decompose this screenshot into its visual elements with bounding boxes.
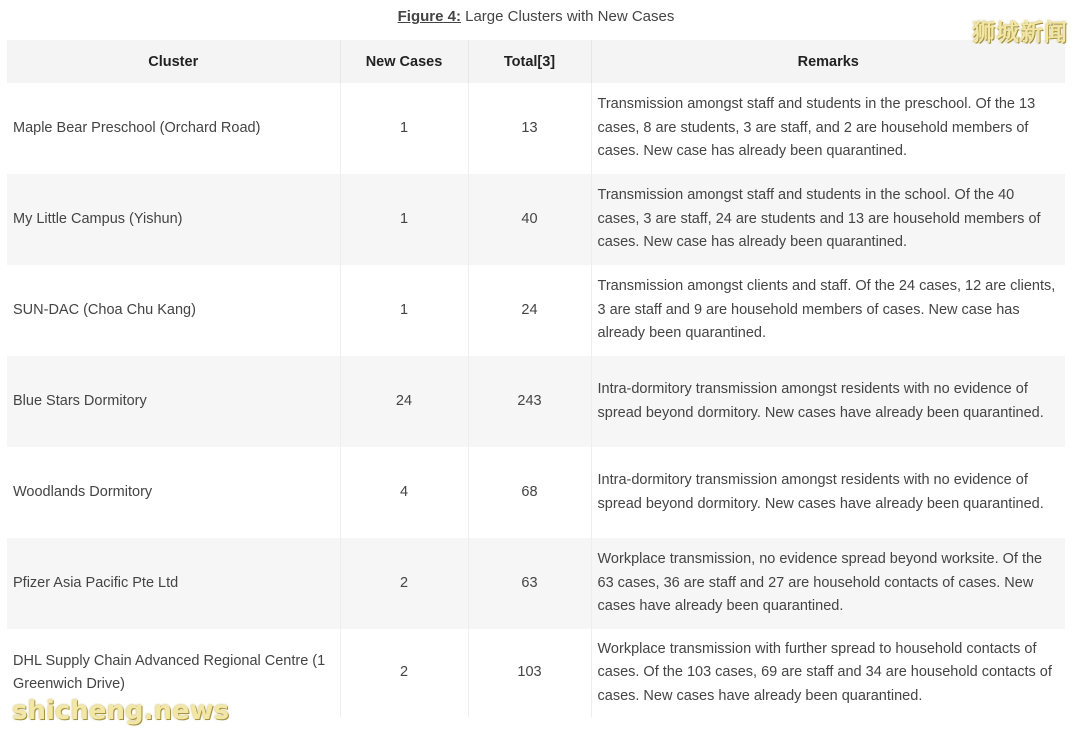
remarks-text: Intra-dormitory transmission amongst residents with no evidence of spread beyond dormitory. New cases have already been quarantined. xyxy=(591,356,1065,447)
header-new-cases: New Cases xyxy=(340,40,468,83)
new-cases-value: 1 xyxy=(340,265,468,356)
new-cases-value: 4 xyxy=(340,447,468,538)
remarks-text: Workplace transmission, no evidence spread beyond worksite. Of the 63 cases, 36 are staff and 27 are household contacts of cases. New cases have already been quarantined. xyxy=(591,538,1065,629)
remarks-text: Transmission amongst staff and students in the preschool. Of the 13 cases, 8 are students, 3 are staff, and 2 are household members of cases. New case has already been quarantined. xyxy=(591,83,1065,174)
watermark-logo-bottom: shicheng.news xyxy=(12,696,230,726)
cluster-name: Pfizer Asia Pacific Pte Ltd xyxy=(7,538,340,629)
table-row xyxy=(7,83,1065,174)
new-cases-value: 1 xyxy=(340,83,468,174)
cluster-name: DHL Supply Chain Advanced Regional Centre (1 Greenwich Drive) xyxy=(7,629,340,717)
total-value: 24 xyxy=(468,265,591,356)
total-value: 103 xyxy=(468,629,591,717)
remarks-text: Transmission amongst clients and staff. Of the 24 cases, 12 are clients, 3 are staff and 9 are household members of cases. New case has already been quarantined. xyxy=(591,265,1065,356)
cluster-name: My Little Campus (Yishun) xyxy=(7,174,340,265)
new-cases-value: 2 xyxy=(340,538,468,629)
cluster-name: SUN-DAC (Choa Chu Kang) xyxy=(7,265,340,356)
cluster-name: Woodlands Dormitory xyxy=(7,447,340,538)
watermark-logo-top: 狮城新闻 xyxy=(972,20,1068,46)
remarks-text: Workplace transmission with further spread to household contacts of cases. Of the 103 cases, 69 are staff and 34 are household contacts of cases. New cases have already been quarantined. xyxy=(591,629,1065,717)
table-row xyxy=(7,174,1065,265)
new-cases-value: 2 xyxy=(340,629,468,717)
header-cluster: Cluster xyxy=(7,40,340,83)
new-cases-value: 1 xyxy=(340,174,468,265)
new-cases-value: 24 xyxy=(340,356,468,447)
figure-title: Large Clusters with New Cases xyxy=(465,8,675,25)
figure-caption xyxy=(0,8,1072,25)
header-remarks: Remarks xyxy=(591,40,1065,83)
table-header-row xyxy=(7,40,1065,83)
total-value: 63 xyxy=(468,538,591,629)
table-row xyxy=(7,538,1065,629)
remarks-text: Intra-dormitory transmission amongst residents with no evidence of spread beyond dormitory. New cases have already been quarantined. xyxy=(591,447,1065,538)
figure-label: Figure 4: xyxy=(397,8,461,25)
total-value: 243 xyxy=(468,356,591,447)
remarks-text: Transmission amongst staff and students in the school. Of the 40 cases, 3 are staff, 24 are students and 13 are household members of cases. New case has already been quarantined. xyxy=(591,174,1065,265)
clusters-table xyxy=(7,40,1065,717)
table-row xyxy=(7,447,1065,538)
table-row xyxy=(7,356,1065,447)
total-value: 40 xyxy=(468,174,591,265)
table-row xyxy=(7,265,1065,356)
cluster-name: Blue Stars Dormitory xyxy=(7,356,340,447)
header-total: Total[3] xyxy=(468,40,591,83)
total-value: 13 xyxy=(468,83,591,174)
cluster-name: Maple Bear Preschool (Orchard Road) xyxy=(7,83,340,174)
total-value: 68 xyxy=(468,447,591,538)
